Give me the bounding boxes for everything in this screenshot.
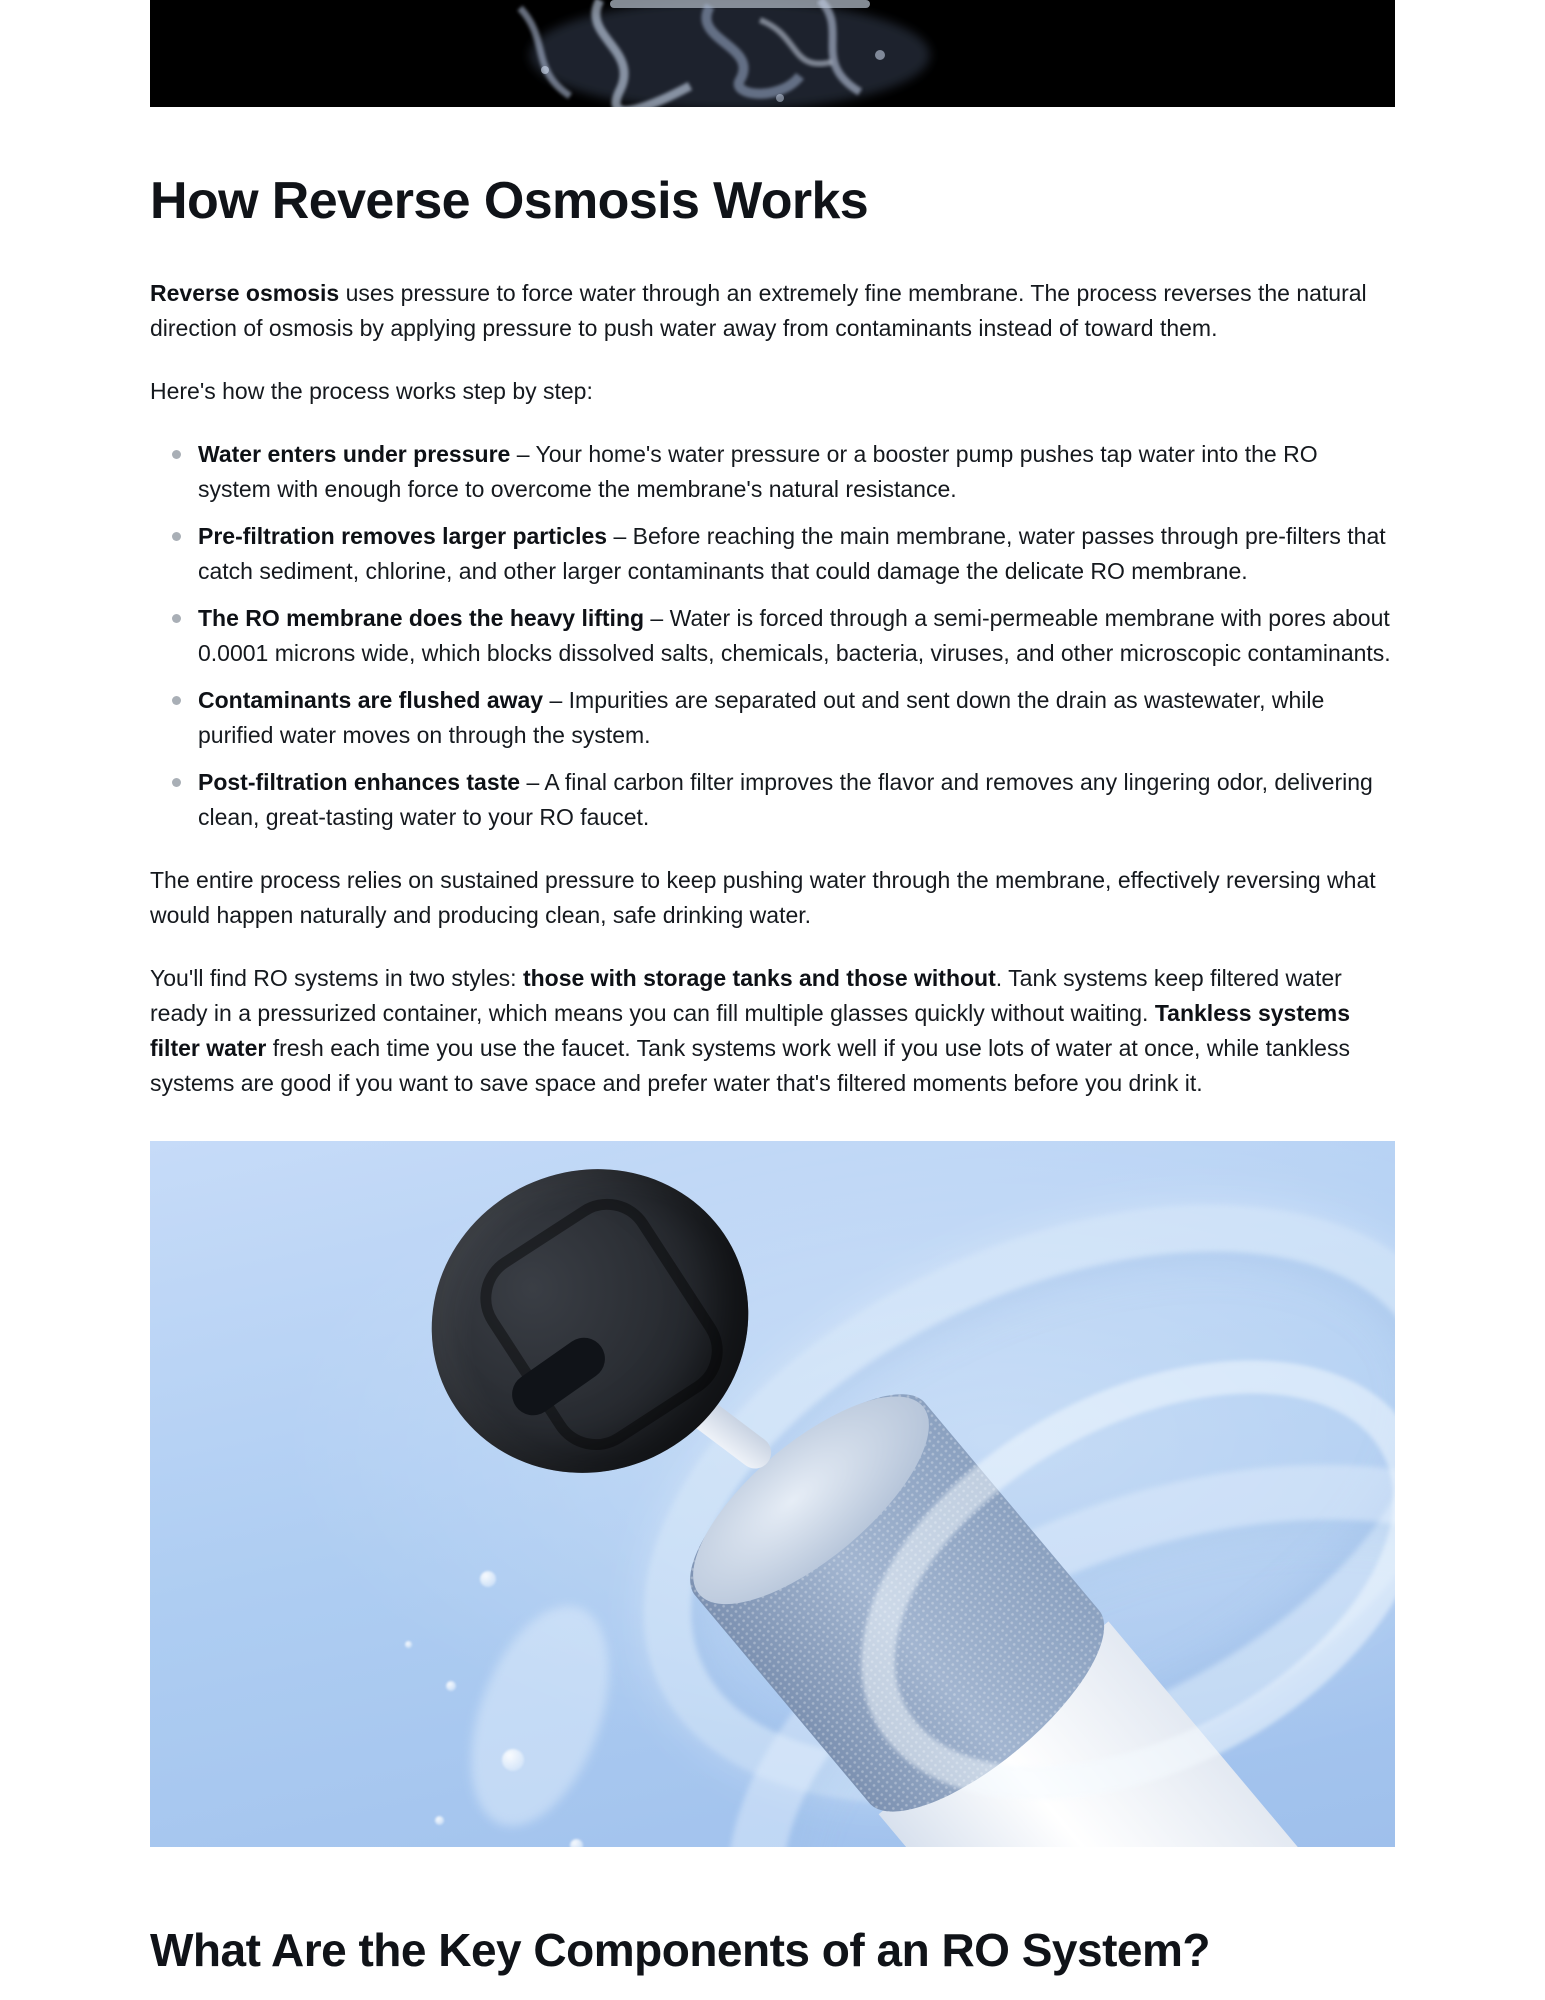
styles-bold: those with storage tanks and those without <box>522 965 996 991</box>
step-title: The RO membrane does the heavy lifting <box>198 605 645 631</box>
intro-bold-lead: Reverse osmosis <box>150 280 340 306</box>
step-text: – Water is forced through a semi-permeable membrane with pores about 0.0001 microns wide, which blocks dissolved salts, chemicals, bacteria, viruses, and other microscopic contaminants. <box>198 605 1391 666</box>
bullet-icon <box>172 696 181 705</box>
cropped-product-edge <box>610 0 870 8</box>
bullet-icon <box>172 532 181 541</box>
hero-image <box>150 0 1395 107</box>
step-text: – Before reaching the main membrane, water passes through pre-filters that catch sediment, chlorine, and other larger contaminants that could damage the delicate RO membrane. <box>198 523 1386 584</box>
step-title: Contaminants are flushed away <box>198 687 544 713</box>
water-droplet <box>570 1839 583 1847</box>
step-title: Post-filtration enhances taste <box>198 769 521 795</box>
intro-paragraph <box>150 276 1395 346</box>
cap-recess <box>462 1180 741 1468</box>
bullet-icon <box>172 614 181 623</box>
styles-bold: Tankless systems filter water <box>150 1000 1351 1061</box>
intro-text: uses pressure to force water through an extremely fine membrane. The process reverses the natural direction of osmosis by applying pressure to push water away from contaminants instead of toward them. <box>150 280 1367 341</box>
ro-step-item <box>150 601 1395 671</box>
article-page <box>150 0 1395 1977</box>
water-splash-graphic <box>450 0 1010 107</box>
water-droplet <box>502 1749 524 1771</box>
step-text: – Impurities are separated out and sent down the drain as wastewater, while purified water moves on through the system. <box>198 687 1325 748</box>
ro-step-item <box>150 437 1395 507</box>
ro-step-item <box>150 683 1395 753</box>
next-section-title: What Are the Key Components of an RO System? <box>150 1924 1210 1976</box>
steps-intro: Here's how the process works step by step: <box>150 378 593 404</box>
step-title: Pre-filtration removes larger particles <box>198 523 608 549</box>
ro-filter-image <box>150 1141 1395 1847</box>
styles-paragraph: You'll find RO systems in two styles: those with storage tanks and those without. Tank systems keep filtered water ready in a pressurized container, which means you can fill multiple glasses quickly without waiting. Tankless systems filter water fresh each time you use the faucet. Tank systems work well if you use lots of water at once, while tankless systems are good if you want to save space and prefer water that's filtered moments before you drink it. <box>150 965 1351 1096</box>
ro-step-item <box>150 519 1395 589</box>
step-text: – A final carbon filter improves the flavor and removes any lingering odor, delivering clean, great-tasting water to your RO faucet. <box>198 769 1373 830</box>
bullet-icon <box>172 450 181 459</box>
ro-step-item <box>150 765 1395 835</box>
step-title: Water enters under pressure <box>198 441 511 467</box>
step-text: – Your home's water pressure or a booster pump pushes tap water into the RO system with enough force to overcome the membrane's natural resistance. <box>198 441 1318 502</box>
summary-paragraph: The entire process relies on sustained pressure to keep pushing water through the membrane, effectively reversing what would happen naturally and producing clean, safe drinking water. <box>150 867 1376 928</box>
bullet-icon <box>172 778 181 787</box>
page-title: How Reverse Osmosis Works <box>150 172 869 230</box>
water-droplet <box>435 1816 444 1825</box>
ro-steps-list <box>150 437 1395 835</box>
water-droplet <box>480 1571 496 1587</box>
water-droplet <box>405 1641 412 1648</box>
water-droplet <box>446 1681 456 1691</box>
